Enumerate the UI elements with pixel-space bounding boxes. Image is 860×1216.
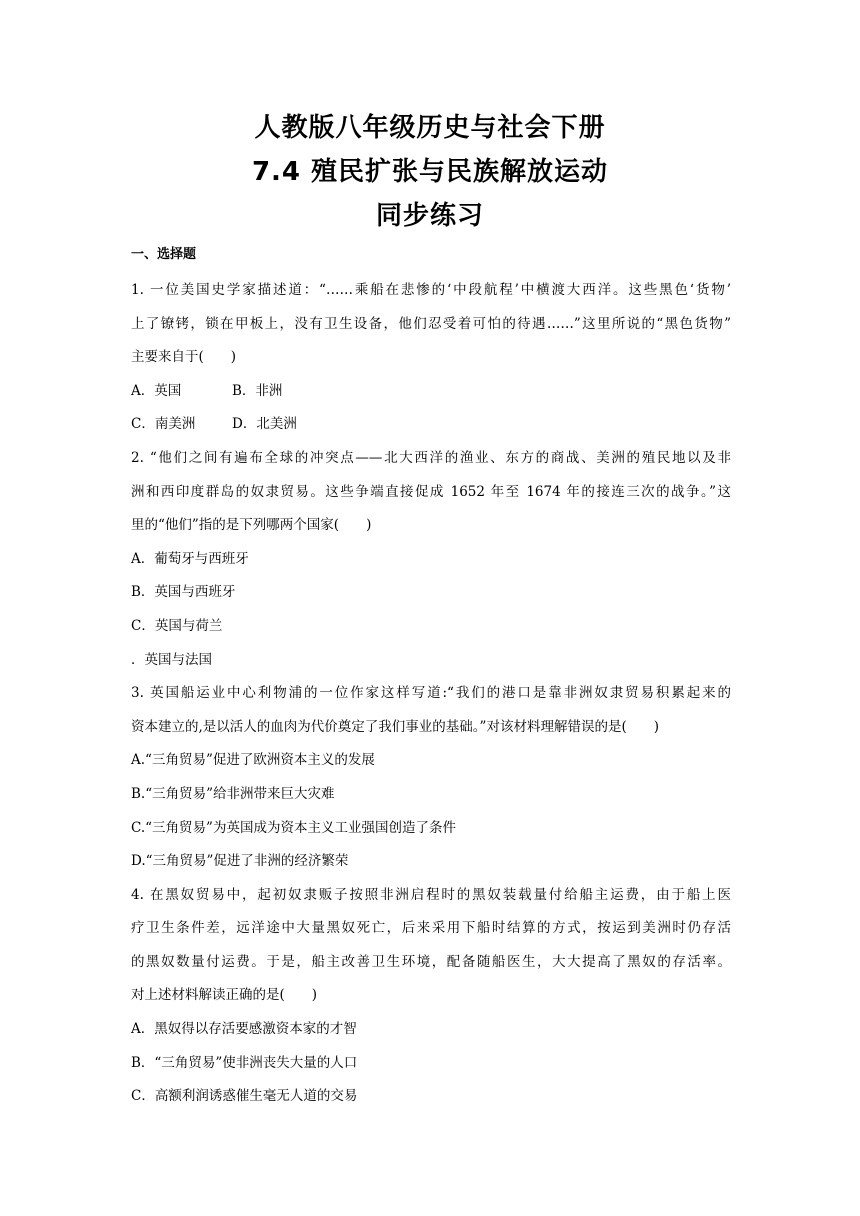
question-3-stem-line: 资本建立的,是以活人的血肉为代价奠定了我们事业的基础。”对该材料理解错误的是( ) — [131, 718, 659, 735]
question-2-option-d: ．英国与法国 — [131, 651, 212, 668]
question-1 — [131, 274, 731, 442]
question-2-stem-line: 洲和西印度群岛的奴隶贸易。这些争端直接促成 1652 年至 1674 年的接连三次的战争。”这 — [131, 483, 731, 500]
question-2-stem-line: 2. “他们之间有遍布全球的冲突点——北大西洋的渔业、东方的商战、美洲的殖民地以及非 — [131, 449, 731, 466]
question-1-option-c: C．南美洲 — [131, 416, 196, 433]
question-4 — [131, 879, 731, 1114]
question-2 — [131, 442, 731, 677]
question-4-stem-line: 对上述材料解读正确的是( ) — [131, 987, 318, 1004]
question-4-stem-line: 4. 在黑奴贸易中，起初奴隶贩子按照非洲启程时的黑奴装载量付给船主运费，由于船上医 — [131, 886, 731, 903]
question-1-option-b: B．非洲 — [232, 382, 283, 399]
question-3-option-c: C.“三角贸易”为英国成为资本主义工业强国创造了条件 — [131, 819, 456, 836]
question-4-option-a: A．黑奴得以存活要感激资本家的才智 — [131, 1021, 357, 1038]
question-3-option-d: D.“三角贸易”促进了非洲的经济繁荣 — [131, 853, 349, 870]
document-body — [131, 242, 731, 1114]
question-4-stem-line: 疗卫生条件差，远洋途中大量黑奴死亡，后来采用下船时结算的方式，按运到美洲时仍存活 — [131, 920, 731, 937]
question-4-stem-line: 的黑奴数量付运费。于是，船主改善卫生环境，配备随船医生，大大提高了黑奴的存活率。 — [131, 953, 731, 970]
question-3 — [131, 677, 731, 879]
question-2-option-b: B．英国与西班牙 — [131, 584, 236, 601]
section-heading: 一、选择题 — [131, 247, 197, 262]
question-3-option-b: B.“三角贸易”给非洲带来巨大灾难 — [131, 785, 335, 802]
question-3-stem-line: 3. 英国船运业中心利物浦的一位作家这样写道:“我们的港口是靠非洲奴隶贸易积累起来的 — [131, 685, 731, 702]
question-1-stem-line: 主要来自于( ) — [131, 349, 237, 366]
question-1-option-row — [131, 408, 731, 442]
question-4-option-b: B．“三角贸易”使非洲丧失大量的人口 — [131, 1054, 358, 1071]
title-line-exercise: 同步练习 — [375, 201, 484, 231]
document-title — [0, 106, 860, 238]
title-line-textbook: 人教版八年级历史与社会下册 — [254, 113, 606, 143]
question-1-option-d: D．北美洲 — [232, 416, 297, 433]
question-1-option-row — [131, 375, 731, 409]
question-1-stem-line: 1. 一位美国史学家描述道：“……乘船在悲惨的‘中段航程’中横渡大西洋。这些黑色‘货物’ — [131, 282, 731, 298]
title-line-lesson: 7.4 殖民扩张与民族解放运动 — [251, 157, 609, 187]
question-2-stem-line: 里的“他们”指的是下列哪两个国家( ) — [131, 517, 372, 534]
question-2-option-c: C．英国与荷兰 — [131, 617, 223, 634]
question-1-option-a: A．英国 — [131, 382, 182, 399]
question-4-option-c: C．高额利润诱惑催生毫无人道的交易 — [131, 1088, 358, 1105]
question-3-option-a: A.“三角贸易”促进了欧洲资本主义的发展 — [131, 752, 375, 769]
question-2-option-a: A．葡萄牙与西班牙 — [131, 550, 249, 567]
question-1-stem-line: 上了镣铐，锁在甲板上，没有卫生设备，他们忍受着可怕的待遇……”这里所说的“黑色货物” — [131, 315, 731, 332]
